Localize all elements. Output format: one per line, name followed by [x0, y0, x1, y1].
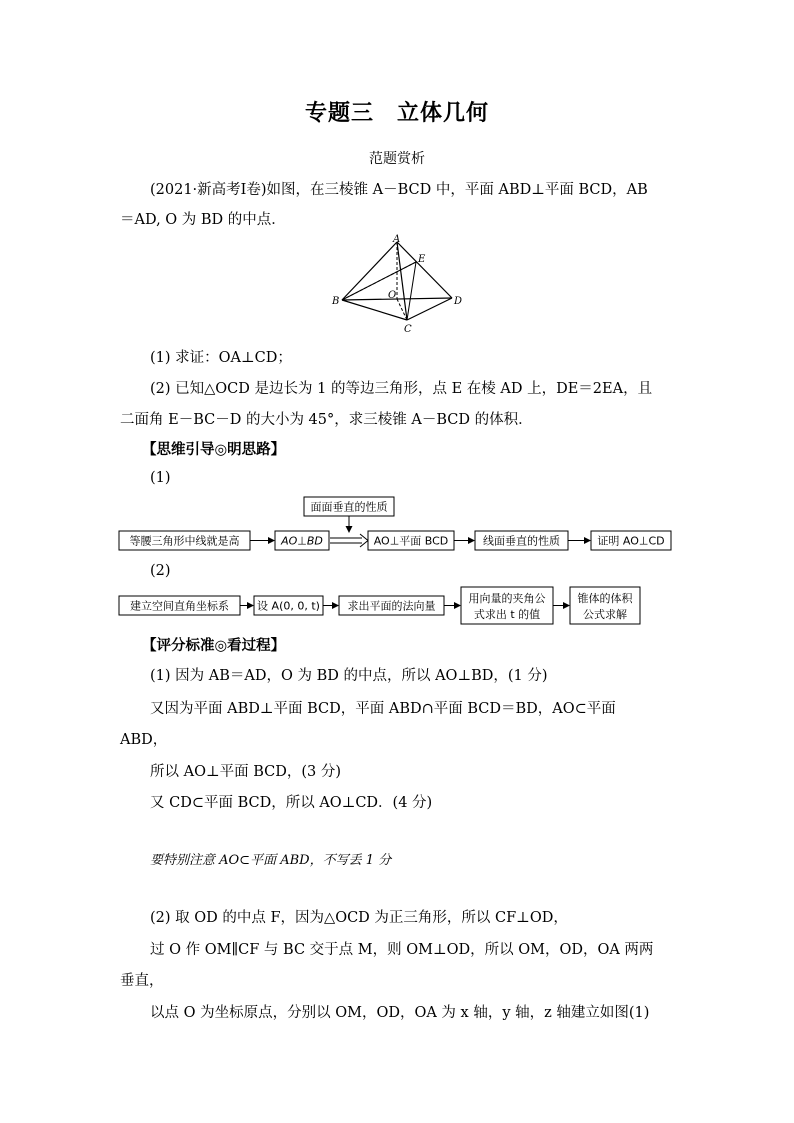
- label-d: D: [454, 296, 463, 307]
- solution-line-1: (1) 因为 AB＝AD，O 为 BD 的中点，所以 AO⊥BD，(1 分): [150, 668, 548, 684]
- solution-line-8: 垂直，: [120, 973, 164, 989]
- solution-line-5: 又 CD⊂平面 BCD，所以 AO⊥CD．(4 分): [150, 795, 433, 811]
- flowchart-1: [118, 495, 674, 553]
- flow1-box-5-text: 证明 AO⊥CD: [597, 534, 665, 548]
- grading-note: 要特别注意 AO⊂平面 ABD，不写丢 1 分: [150, 853, 392, 868]
- edge-ad: [397, 242, 452, 298]
- flow2-box-1-text: 建立空间直角坐标系: [130, 599, 229, 613]
- flow2-box-2-text: 设 A(0, 0, t): [257, 599, 320, 613]
- flow1-label: (1): [150, 470, 171, 486]
- problem-part-2-line-1: (2) 已知△OCD 是边长为 1 的等边三角形，点 E 在棱 AD 上，DE＝2EA，且: [150, 381, 653, 397]
- flow2-label: (2): [150, 563, 171, 579]
- problem-part-2-line-2: 二面角 E－BC－D 的大小为 45°，求三棱锥 A－BCD 的体积．: [120, 412, 533, 428]
- solution-line-2: 又因为平面 ABD⊥平面 BCD，平面 ABD∩平面 BCD＝BD，AO⊂平面: [150, 701, 616, 717]
- label-c: C: [404, 324, 412, 334]
- problem-line-1: (2021·新高考Ⅰ卷)如图，在三棱锥 A－BCD 中，平面 ABD⊥平面 BCD，AB: [150, 182, 648, 198]
- flow1-box-1-text: 等腰三角形中线就是高: [129, 534, 240, 548]
- flow2-box-5-text-2: 公式求解: [583, 608, 627, 621]
- flow1-box-2-text: AO⊥BD: [281, 534, 323, 548]
- solution-line-4: 所以 AO⊥平面 BCD，(3 分): [150, 764, 342, 780]
- flow2-box-3-text: 求出平面的法向量: [347, 599, 436, 613]
- problem-line-2: ＝AD, O 为 BD 的中点．: [120, 212, 286, 228]
- page-title: 专题三 立体几何: [304, 101, 489, 126]
- flow1-box-4-text: 线面垂直的性质: [483, 534, 560, 548]
- edge-ec: [407, 262, 416, 320]
- flow1-top-text: 面面垂直的性质: [310, 500, 388, 514]
- solution-line-6: (2) 取 OD 的中点 F，因为△OCD 为正三角形，所以 CF⊥OD，: [150, 910, 568, 926]
- solution-line-3: ABD，: [120, 732, 168, 748]
- edge-cd: [407, 298, 452, 320]
- edge-ac: [397, 242, 407, 320]
- flow2-box-4-text-1: 用向量的夹角公: [468, 592, 546, 605]
- label-a: A: [393, 234, 401, 245]
- label-b: B: [332, 296, 340, 307]
- label-e: E: [418, 254, 426, 265]
- label-o: O: [388, 290, 397, 301]
- flow1-double-arrow-head: [360, 534, 368, 547]
- grading-heading: 【评分标准◎看过程】: [142, 638, 286, 654]
- solution-line-7: 过 O 作 OM∥CF 与 BC 交于点 M，则 OM⊥OD，所以 OM，OD，OA 两两: [150, 942, 654, 958]
- edge-be-dashed: [342, 262, 416, 300]
- edge-bc: [342, 300, 407, 320]
- flow2-box-5-text-1: 锥体的体积: [577, 592, 633, 605]
- solution-line-9: 以点 O 为坐标原点，分别以 OM，OD，OA 为 x 轴，y 轴，z 轴建立如图(1): [150, 1005, 650, 1021]
- guide-heading: 【思维引导◎明思路】: [142, 442, 286, 458]
- problem-part-1: (1) 求证：OA⊥CD；: [150, 350, 292, 366]
- flow1-box-3-text: AO⊥平面 BCD: [373, 534, 449, 548]
- flowchart-2: [118, 586, 644, 626]
- section-title: 范题赏析: [369, 151, 425, 167]
- flow2-box-4-text-2: 式求出 t 的值: [473, 608, 541, 621]
- pyramid-figure: [320, 232, 470, 334]
